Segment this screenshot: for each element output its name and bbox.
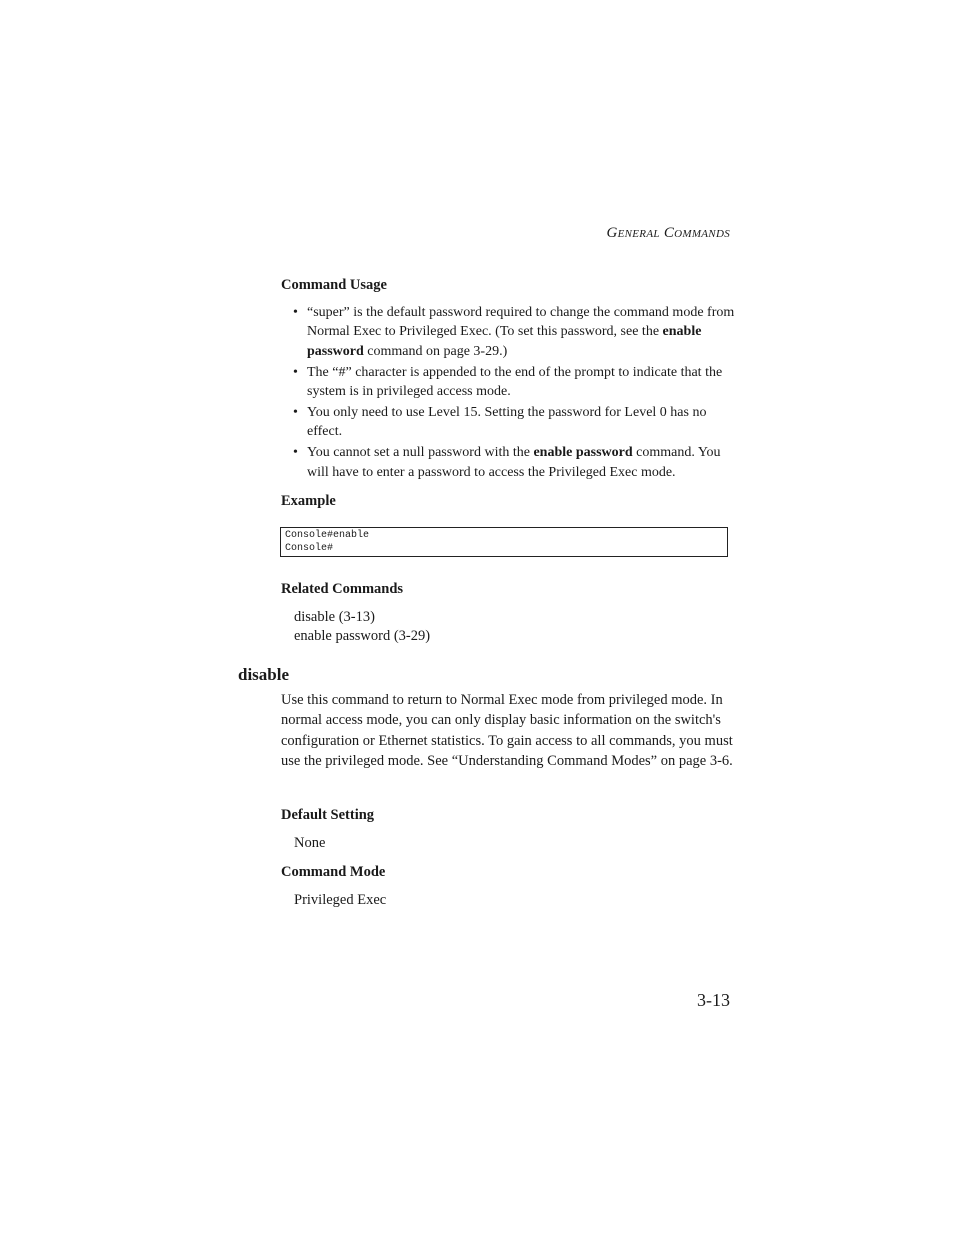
list-item-text: “super” is the default password required to change the command mode from Normal Exec to Privileged Exec. (To set this password, see the bbox=[307, 305, 735, 340]
bullet-icon: • bbox=[293, 364, 298, 380]
bullet-icon: • bbox=[293, 445, 298, 461]
list-item bbox=[281, 443, 736, 482]
command-usage-list bbox=[281, 303, 736, 484]
list-item-text-after: command on page 3-29.) bbox=[363, 343, 508, 359]
bullet-icon: • bbox=[293, 305, 298, 320]
page-number: 3-13 bbox=[697, 990, 730, 1010]
list-item-text-after: command. You will have to enter a password to access the Privileged Exec mode. bbox=[307, 445, 721, 480]
default-setting-heading: Default Setting bbox=[281, 807, 375, 823]
command-mode-value: Privileged Exec bbox=[294, 892, 387, 908]
related-command-item: enable password (3-29) bbox=[294, 628, 431, 644]
example-heading: Example bbox=[281, 493, 336, 509]
code-line: Console#enable bbox=[285, 530, 370, 541]
bullet-icon: • bbox=[293, 405, 298, 421]
section-description: Use this command to return to Normal Exec mode from privileged mode. In normal access mode, you can only display basic information on the switch's configuration or Ethernet statistics. To gain access to all commands, you must use the privileged mode. See “Understanding Command Modes” on page 3-6. bbox=[281, 692, 733, 769]
list-item bbox=[281, 403, 736, 442]
list-item-text: The “#” character is appended to the end of the prompt to indicate that the system is in privileged access mode. bbox=[307, 364, 723, 399]
code-line: Console# bbox=[285, 543, 334, 554]
list-item-command: enable password bbox=[307, 324, 702, 359]
command-mode-heading: Command Mode bbox=[281, 864, 386, 880]
list-item-command: enable password bbox=[533, 445, 633, 461]
default-setting-value: None bbox=[294, 835, 326, 851]
running-head: General Commands bbox=[606, 225, 730, 241]
list-item-text: You cannot set a null password with the bbox=[307, 445, 534, 461]
related-commands-heading: Related Commands bbox=[281, 581, 404, 597]
related-command-item: disable (3-13) bbox=[294, 609, 375, 625]
list-item bbox=[281, 363, 736, 402]
code-example-box bbox=[280, 527, 728, 557]
section-title: disable bbox=[238, 665, 290, 684]
list-item bbox=[281, 303, 736, 361]
command-usage-heading: Command Usage bbox=[281, 277, 387, 293]
list-item-text: You only need to use Level 15. Setting the password for Level 0 has no effect. bbox=[307, 405, 707, 440]
